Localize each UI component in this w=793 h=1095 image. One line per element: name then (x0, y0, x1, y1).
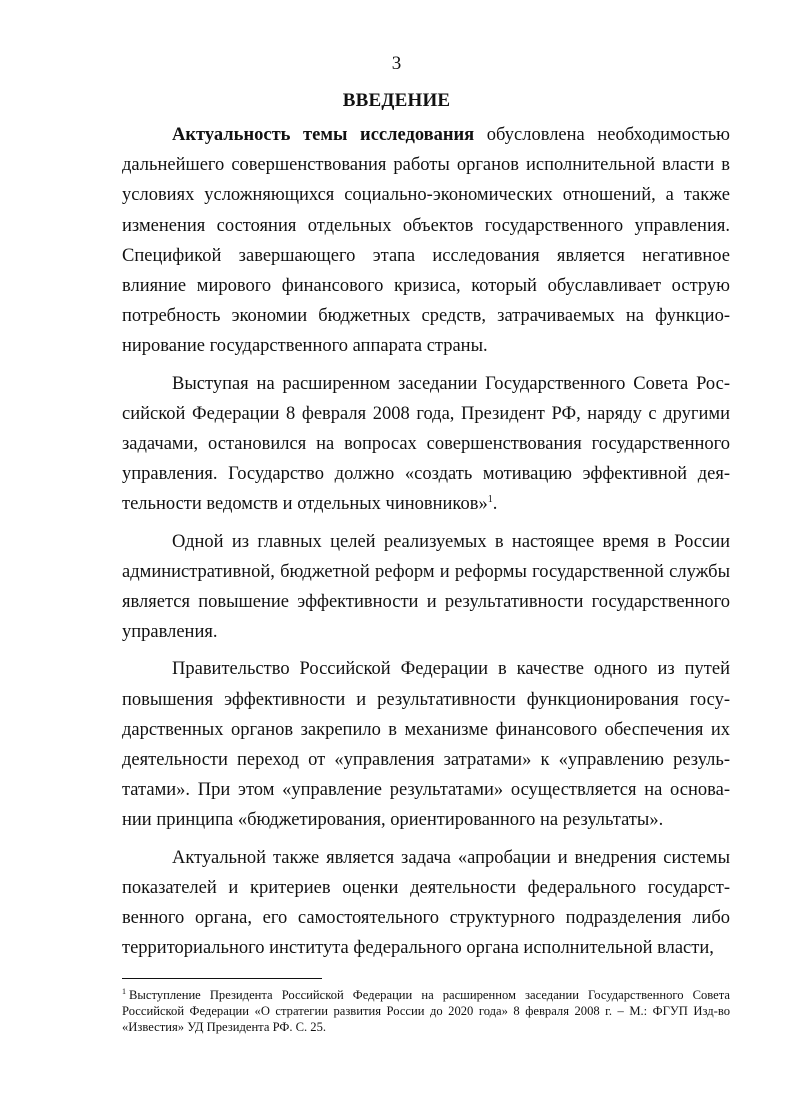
paragraph-tail: . (492, 494, 498, 515)
paragraph-president-speech (122, 369, 730, 520)
footnote-number: 1 (122, 986, 126, 996)
section-title: ВВЕДЕНИЕ (342, 90, 451, 111)
paragraph-text: Правительство Российской Федерации в качестве одного из путей повышения эффективности и результативности функционирования государственных органов закрепило в механизме финансового обеспечения их деятельности переход от «управления затратами» к «управлению результатами». При этом «управление результатами» осуществляется на основании принципа «бюджетирования, ориентированного на результаты». (122, 659, 730, 831)
paragraph-lead: Актуальность темы исследования (172, 125, 475, 145)
page-number: 3 (391, 53, 402, 74)
paragraph-text: обусловлена необходимостью дальнейшего совершенствования работы органов исполнительной власти в условиях усложняющихся социально-экономических отношений, а также изменения состояния отдельных объектов государственного управления. Спецификой завершающего этапа исследования является негативное влияние мирового финансового кризиса, который обуславливает острую потребность экономии бюджетных средств, затрачиваемых на функционирование государственного аппарата страны. (122, 125, 730, 357)
footnote-reference: 1 (487, 494, 493, 506)
paragraph-evaluation-task (122, 843, 730, 964)
paragraph-relevance (122, 120, 730, 362)
paragraph-reform-goals (122, 527, 730, 648)
body-text (122, 120, 730, 970)
paragraph-text: Одной из главных целей реализуемых в настоящее время в России административной, бюджетной реформ и реформы государственной службы является повышение эффективности и результативности государственного управления. (122, 531, 730, 643)
paragraph-government (122, 654, 730, 835)
footnote-text: Выступление Президента Российской Федерации на расширенном заседании Государственного Совета Российской Федерации «О стратегии развития России до 2020 года» 8 февраля 2008 г. – М.: ФГУП Изд-во «Известия» УД Президента РФ. С. 25. (122, 988, 730, 1034)
paragraph-text: Актуальной также является задача «апробации и внедрения системы показателей и критериев оценки деятельности федерального государственного органа, его самостоятельного структурного подразделения либо территориального института федерального органа исполнительной власти, (122, 847, 730, 959)
footnote (122, 987, 730, 1035)
footnote-divider (122, 978, 322, 979)
paragraph-text: Выступая на расширенном заседании Государственного Совета Российской Федерации 8 февраля 2008 года, Президент РФ, наряду с другими задачами, остановился на вопросах совершенствования государственного управления. Государство должно «создать мотивацию эффективной деятельности ведомств и отдельных чиновников» (122, 373, 730, 515)
